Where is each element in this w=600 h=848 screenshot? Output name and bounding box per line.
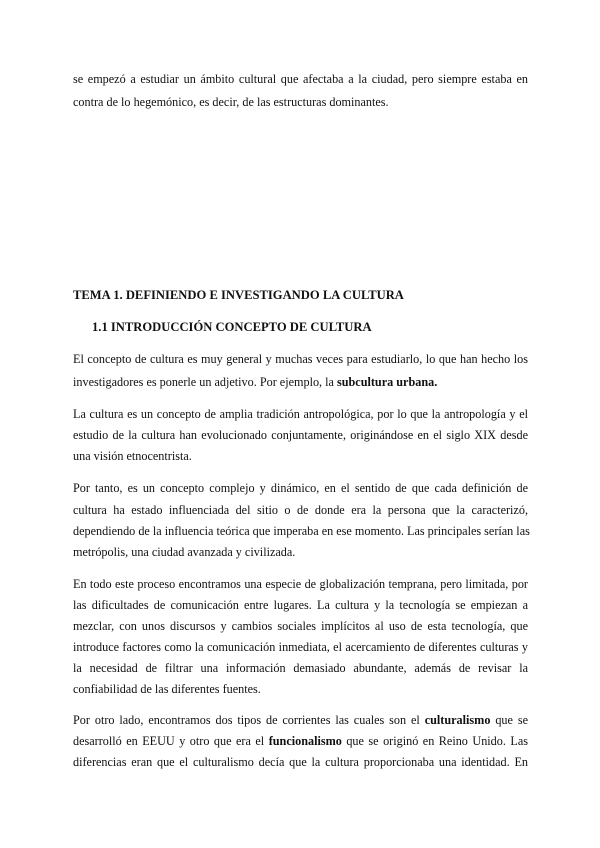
paragraph-2-line-2: estudio de la cultura han evolucionado conjuntamente, originándose en el siglo XIX desde (73, 428, 528, 442)
paragraph-4-line-4: introduce factores como la comunicación inmediata, el acercamiento de diferentes culturas y (73, 640, 528, 654)
section-title: TEMA 1. DEFINIENDO E INVESTIGANDO LA CULTURA (73, 288, 404, 302)
intro-line-2: contra de lo hegemónico, es decir, de las estructuras dominantes. (73, 95, 389, 109)
paragraph-5-text-d: que se originó en Reino Unido. Las (341, 734, 528, 748)
paragraph-3-line-4: metrópolis, una ciudad avanzada y civilizada. (73, 545, 296, 559)
paragraph-3-line-1: Por tanto, es un concepto complejo y dinámico, en el sentido de que cada definición de (73, 481, 528, 495)
paragraph-5-line-3: diferencias eran que el culturalismo decía que la cultura proporcionaba una identidad. En (73, 755, 528, 769)
paragraph-4-line-6: confiabilidad de las diferentes fuentes. (73, 682, 261, 696)
paragraph-4-line-2: las dificultades de comunicación entre lugares. La cultura y la tecnología se empiezan a (73, 598, 528, 612)
paragraph-5-line-1 (73, 713, 528, 727)
paragraph-2-line-1: La cultura es un concepto de amplia tradición antropológica, por lo que la antropología y el (73, 407, 528, 421)
paragraph-1-line-1: El concepto de cultura es muy general y muchas veces para estudiarlo, lo que han hecho los (73, 352, 528, 366)
paragraph-4-line-5: la necesidad de filtrar una información demasiado abundante, además de revisar la (73, 661, 528, 675)
paragraph-4-line-3: mezclar, con unos discursos y cambios sociales implícitos al uso de esta tecnología, que (73, 619, 528, 633)
paragraph-3-line-2: cultura ha estado influenciada del sitio o de donde era la persona que la caracterizó, (73, 503, 528, 517)
paragraph-3-line-3: dependiendo de la influencia teórica que imperaba en ese momento. Las principales serían las (73, 524, 530, 538)
subcultura-urbana-term: subcultura urbana. (337, 375, 438, 389)
paragraph-5-text-a: Por otro lado, encontramos dos tipos de corrientes las cuales son el (73, 713, 425, 727)
paragraph-5-text-b: que se (490, 713, 528, 727)
paragraph-1-line-2 (73, 375, 528, 389)
paragraph-4-line-1: En todo este proceso encontramos una especie de globalización temprana, pero limitada, por (73, 577, 528, 591)
paragraph-5-text-c: desarrolló en EEUU y otro que era el (73, 734, 269, 748)
subsection-title: 1.1 INTRODUCCIÓN CONCEPTO DE CULTURA (92, 320, 372, 334)
paragraph-1-text: investigadores es ponerle un adjetivo. Por ejemplo, la (73, 375, 337, 389)
funcionalismo-term: funcionalismo (268, 734, 342, 748)
culturalismo-term: culturalismo (424, 713, 491, 727)
intro-line-1: se empezó a estudiar un ámbito cultural que afectaba a la ciudad, pero siempre estaba en (73, 72, 528, 86)
paragraph-5-line-2 (73, 734, 528, 748)
paragraph-2-line-3: una visión etnocentrista. (73, 449, 192, 463)
